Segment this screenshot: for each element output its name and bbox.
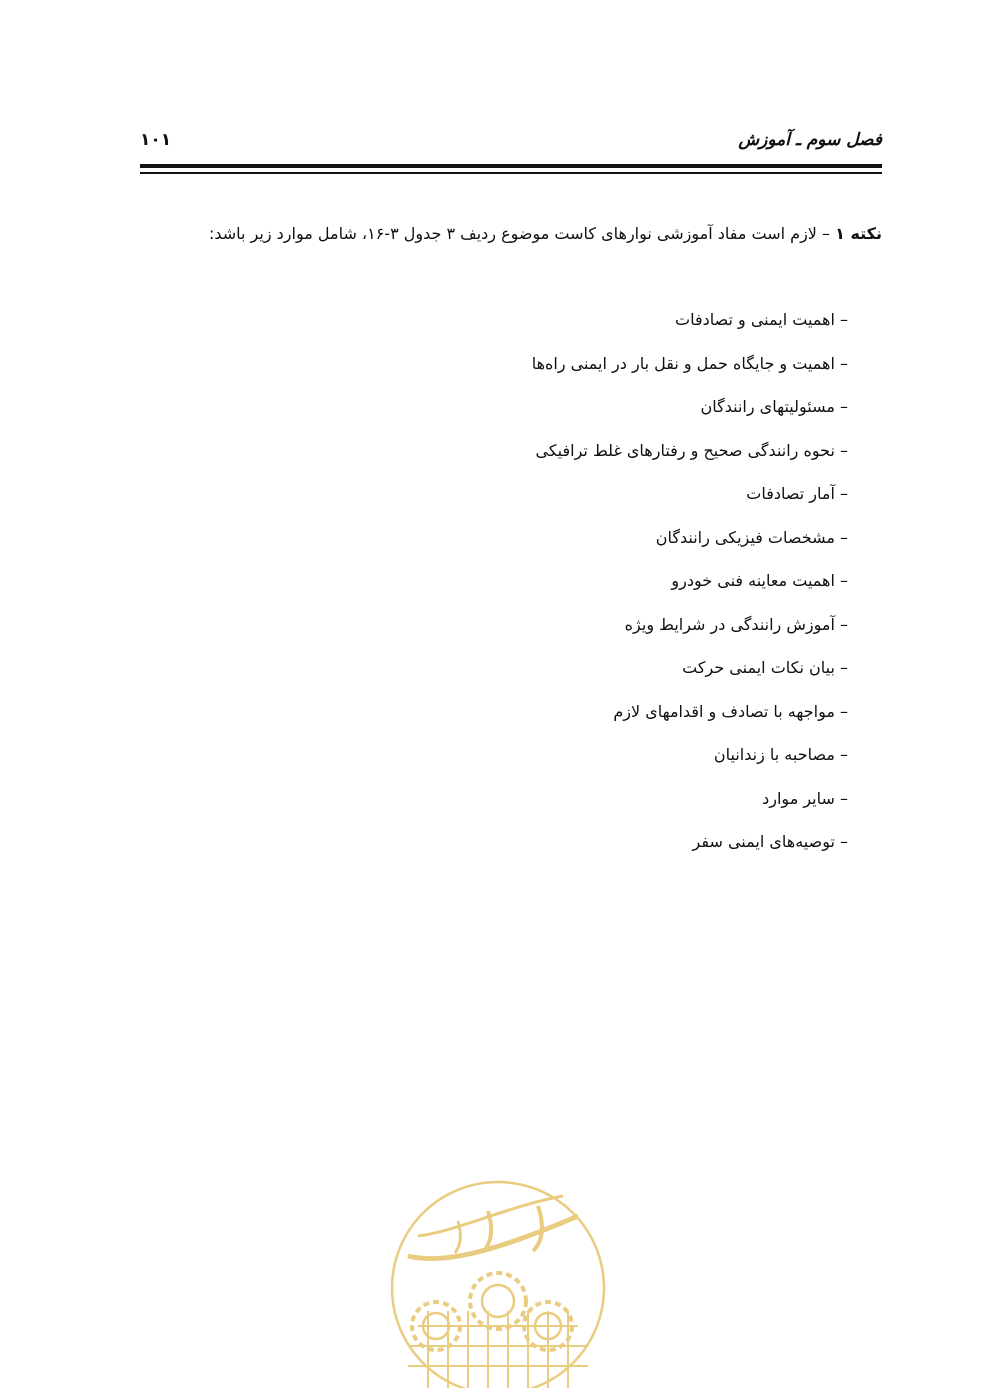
list-item: – توصیه‌های ایمنی سفر — [692, 832, 848, 851]
list-item: – اهمیت و جایگاه حمل و نقل بار در ایمنی راه‌ها — [531, 353, 848, 373]
item-list — [348, 298, 848, 864]
watermark-logo-icon — [388, 1176, 608, 1388]
list-item: – آمار تصادفات — [746, 484, 848, 503]
watermark-stamp — [388, 1176, 608, 1388]
list-item: – نحوه رانندگی صحیح و رفتارهای غلط ترافیکی — [535, 440, 848, 460]
note-label: نکته ۱ — [835, 224, 882, 243]
list-item: – مصاحبه با زندانیان — [713, 745, 848, 764]
page-number: ۱۰۱ — [140, 130, 172, 150]
header-rule-thick — [140, 164, 882, 168]
list-item: – اهمیت ایمنی و تصادفات — [675, 310, 848, 329]
list-item: – سایر موارد — [762, 788, 848, 808]
chapter-title: فصل سوم ـ آموزش — [738, 130, 882, 150]
list-item: – مشخصات فیزیکی رانندگان — [655, 527, 848, 547]
list-item: – اهمیت معاینه فنی خودرو — [671, 571, 848, 590]
header-rule-thin — [140, 172, 882, 174]
note-paragraph — [140, 212, 882, 256]
note-text: – لازم است مفاد آموزشی نوارهای کاست موضوع ردیف ۳ جدول ۳-۱۶، شامل موارد زیر باشد: — [208, 224, 831, 243]
list-item: – بیان نکات ایمنی حرکت — [682, 658, 848, 677]
page-header — [140, 128, 882, 158]
list-item: – آموزش رانندگی در شرایط ویژه — [624, 614, 848, 634]
list-item: – مسئولیتهای رانندگان — [700, 397, 848, 416]
list-item: – مواجهه با تصادف و اقدامهای لازم — [613, 701, 848, 721]
